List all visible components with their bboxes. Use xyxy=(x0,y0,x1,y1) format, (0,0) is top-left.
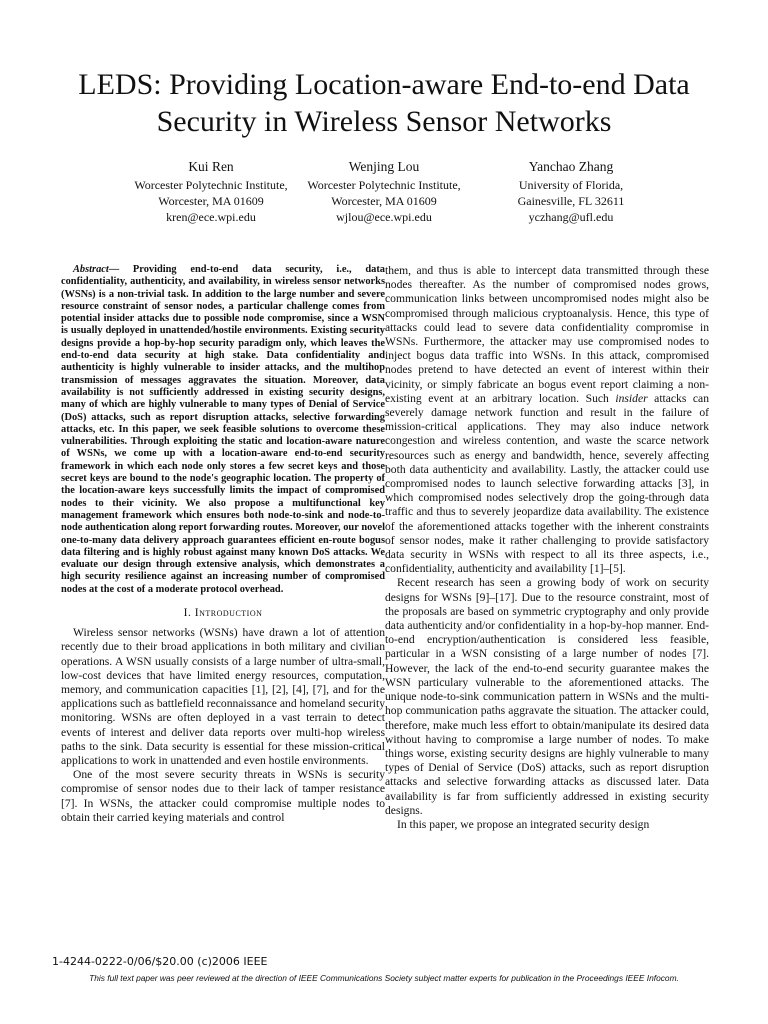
author-name: Wenjing Lou xyxy=(348,159,420,174)
copyright-line: 1-4244-0222-0/06/$20.00 (c)2006 IEEE xyxy=(52,955,268,968)
right-column xyxy=(385,264,709,832)
author-address: Worcester, MA 01609 xyxy=(331,194,437,208)
body-paragraph-3: In this paper, we propose an integrated security design xyxy=(397,817,650,831)
body-paragraph-1 xyxy=(385,264,709,576)
body-text: attacks can severely damage network function and result in the failure of mission-critical applications. They may also induce network congestion and wireless contention, and waste the scarce network resources such as energy and bandwidth, hence, severely affecting both data authenticity and availability. Lastly, the attacker could use compromised nodes to launch selective forwarding attacks [3], in which compromised nodes selectively drop the going-through data traffic and thus to severely jeopardize data availability. The existence of the aforementioned attacks together with the inherent constraints of sensor nodes, make it rather challenging to provide satisfactory data security in WSNs with respect to all its three aspects, i.e., confidentiality, authenticity and availability [1]–[5]. xyxy=(385,391,710,576)
author-3 xyxy=(446,158,696,225)
author-name: Yanchao Zhang xyxy=(528,159,614,174)
author-address: Gainesville, FL 32611 xyxy=(517,194,625,208)
abstract-lead: Abstract xyxy=(73,264,109,275)
abstract xyxy=(61,264,385,596)
title-line-2: Security in Wireless Sensor Networks xyxy=(156,105,612,138)
author-email: wjlou@ece.wpi.edu xyxy=(336,210,432,224)
abstract-text: — Providing end-to-end data security, i.e., data confidentiality, authenticity, and availability, in wireless sensor networks (WSNs) is a non-trivial task. In addition to the large number and severe resource constraint of sensor nodes, a particular challenge comes from potential insider attacks due to possible node compromise, since a WSN is usually deployed in unattended/hostile environments. Existing security designs provide a hop-by-hop security paradigm only, which leaves the end-to-end data security at high stake. Data confidentiality and authenticity is highly vulnerable to insider attacks, and the multihop transmission of messages aggravates the situation. Moreover, data availability is not sufficiently addressed in existing security designs, many of which are highly vulnerable to many types of Denial of Service (DoS) attacks, such as report disruption attacks, selective forwarding attacks, etc. In this paper, we seek feasible solutions to overcome these vulnerabilities. Through exploiting the static and location-aware nature of WSNs, we come up with a location-aware end-to-end security framework in which each node only stores a few secret keys and those secret keys are bound to the node's geographic location. The property of the location-aware keys successfully limits the impact of compromised nodes to their vicinity. We also propose a multifunctional key management framework which ensures both node-to-sink and node-to-node authentication along report forwarding routes. Moreover, our novel one-to-many data delivery approach guarantees efficient en-route bogus data filtering and is highly robust against many known DoS attacks. We evaluate our design through extensive analysis, which demonstrates a high security resilience against an increasing number of compromised nodes at the cost of a moderate protocol overhead. xyxy=(61,264,385,595)
author-email: kren@ece.wpi.edu xyxy=(166,210,256,224)
body-text: them, and thus is able to intercept data transmitted through these nodes thereafter. As the number of compromised nodes grows, communication links between uncompromised nodes might also be compromised through malicious cryptoanalysis. Hence, this type of attacks could lead to severe data confidentiality compromise in WSNs. Furthermore, the attacker may use compromised nodes to inject bogus data traffic into WSNs. In this attack, compromised nodes pretend to have detected an event of interest within their vicinity, or simply fabricate an bogus event report claiming a non-existing event at an arbitrary location. Such xyxy=(385,264,709,405)
author-block xyxy=(0,158,768,228)
left-column xyxy=(61,264,385,825)
author-affiliation: Worcester Polytechnic Institute, xyxy=(134,178,288,192)
title-line-1: LEDS: Providing Location-aware End-to-end Data xyxy=(78,68,690,101)
author-affiliation: Worcester Polytechnic Institute, xyxy=(307,178,461,192)
author-address: Worcester, MA 01609 xyxy=(158,194,264,208)
body-paragraph-2: Recent research has seen a growing body of work on security designs for WSNs [9]–[17]. Due to the resource constraint, most of the proposals are based on symmetric cryptography and only provide data authenticity and/or confidentiality in a hop-by-hop manner. End-to-end encryption/authentication is considered less feasible, particular in a WSN consisting of a large number of nodes [7]. However, the lack of the end-to-end security guarantee makes the WSN particulary vulnerable to the aforementioned attacks. The unique node-to-sink communication pattern in WSNs and the multi-hop communication paths aggravate the situation. The attacker could, therefore, make much less effort to obtain/manipulate its desired data without having to compromise a large number of nodes. To make things worse, existing security designs are highly vulnerable to many types of Denial of Service (DoS) attacks, such as report disruption attacks and selective forwarding attacks as discussed later. Data availability is far from sufficiently addressed in existing security designs. xyxy=(385,576,709,817)
intro-paragraph-1: Wireless sensor networks (WSNs) have drawn a lot of attention recently due to their broad applications in both military and civilian operations. A WSN usually consists of a large number of ultra-small, low-cost devices that have limited energy resources, computation, memory, and communication capacities [1], [2], [4], [7], and for the applications such as battlefield reconnaissance and homeland security monitoring. WSNs are often deployed in a vast terrain to detect events of interest and deliver data reports over multi-hop wireless paths to the sink. Data security is essential for these mission-critical applications to work in unattended and even hostile environments. xyxy=(61,626,385,768)
review-note: This full text paper was peer reviewed at the direction of IEEE Communications Society subject matter experts for publication in the Proceedings IEEE Infocom. xyxy=(89,973,679,983)
section-heading: I. Introduction xyxy=(183,606,263,620)
author-affiliation: University of Florida, xyxy=(518,178,624,192)
author-name: Kui Ren xyxy=(188,159,234,174)
author-email: yczhang@ufl.edu xyxy=(528,210,614,224)
intro-paragraph-2: One of the most severe security threats in WSNs is security compromise of sensor nodes due to their lack of tamper resistance [7]. In WSNs, the attacker could compromise multiple nodes to obtain their carried keying materials and control xyxy=(61,768,385,824)
paper-title xyxy=(40,66,728,140)
body-italic: insider xyxy=(615,391,648,405)
